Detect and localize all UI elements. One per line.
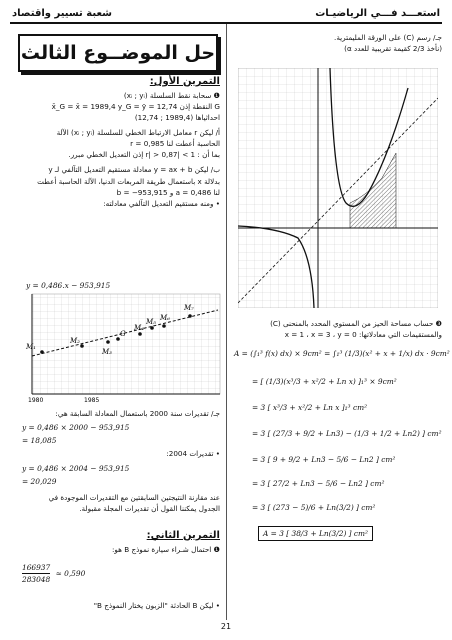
predictions-2004 [10, 448, 220, 459]
q2d-eq2: = 18,085 [22, 436, 57, 445]
calc-7: = 3 [ (273 − 5)/6 + Ln(3/2) ] cm² [252, 503, 376, 512]
exercise2-title: التمرين الثاني: [146, 530, 220, 541]
label-m5: M₅ [146, 318, 156, 326]
predictions-section [10, 408, 220, 419]
result-box: A = 3 [ 38/3 + Ln(3/2) ] cm² [258, 526, 373, 541]
q2d-eq1: y = 0,486 × 2000 − 953,915 [22, 423, 130, 432]
label-m7: M₇ [184, 304, 194, 312]
column-divider [226, 24, 227, 620]
q2b-line2: بدلالة x باستعمال طريقة المربعات الدنيا، الآلة الحاسبة أعطت [37, 176, 220, 186]
header-left: شعبة تسيير واقتصاد [12, 8, 112, 19]
curve-graph [238, 68, 438, 308]
q1-line1: ❶ سحابة نقط السلسلة (xᵢ ; yᵢ) [123, 90, 220, 100]
point-m7 [188, 314, 192, 318]
ex2-frac-num: 166937 [22, 563, 51, 572]
header-right: استعـــد فـــي الرياضيـات [315, 8, 440, 19]
page-number: 21 [220, 622, 232, 631]
label-g: G [120, 330, 126, 338]
ex2-q1: ❶ احتمال شـراء سيارة نموذج B هو: [112, 544, 220, 554]
q2a-line1: أ/ ليكن r معامل الارتباط الخطي للسلسلة (xᵢ ; yᵢ) الآلة [56, 127, 220, 137]
calc-4: = 3 [ (27/3 + 9/2 + Ln3) − (1/3 + 1/2 + Ln2) ] cm² [252, 429, 442, 438]
label-m6: M₆ [160, 314, 170, 322]
calc-3: = 3 [ x³/3 + x²/2 + Ln x ]₁³ cm² [252, 403, 368, 412]
x-tick-1980: 1980 [28, 397, 44, 402]
label-m2: M₂ [70, 337, 80, 345]
q2c-line: • ومنه مستقيم التعديل التآلفي معادلته: [103, 198, 220, 208]
ex2-fraction [22, 562, 85, 585]
q3-line2: والمستقيمات التي معادلاتها: x = 1 ، x = 3 ، y = 0 [284, 330, 442, 340]
q2b-line3: لنا a = 0,486 و b = −953,915 [116, 187, 220, 197]
label-m1: M₁ [26, 343, 36, 351]
point-m3 [106, 340, 110, 344]
result [258, 526, 373, 541]
regression-graph [12, 290, 222, 402]
q2f-line2: الجدول يمكننا القول أن تقديرات المجلة مقبولة. [79, 504, 220, 514]
right-intro [232, 32, 442, 54]
qc-line1: جـ/ رسم (C) على الورقة المليمترية. [334, 33, 442, 42]
q2e-title: • تقديرات 2004: [166, 449, 220, 458]
point-m6 [162, 324, 166, 328]
area-question [232, 318, 442, 340]
point-m5 [150, 326, 154, 330]
ex2-frac-val: ≈ 0,590 [55, 569, 86, 579]
ex2-frac-den: 283048 [22, 575, 51, 585]
label-m3: M₃ [102, 348, 112, 356]
q2e-eq2: = 20,029 [22, 477, 57, 486]
q2a-line3: بما أن : 1 > |r| > 0,87 إذن التعديل الخطي مبرر. [68, 150, 220, 160]
q2e-eq1: y = 0,486 × 2004 − 953,915 [22, 464, 130, 473]
exercise1-section [10, 74, 220, 209]
graph-equation: y = 0,486.x − 953,915 [26, 281, 111, 290]
point-m2 [80, 344, 84, 348]
point-m4 [138, 332, 142, 336]
ex2-q2-section [10, 600, 220, 611]
exercise1-title: التمرين الأول: [149, 76, 220, 87]
q2b-line1: ب/ ليكن y = ax + b معادلة مستقيم التعديل التآلفي لـ y [48, 165, 220, 175]
ex2-q2: • ليكن B الحادثة "الزبون يختار النموذج B" [93, 601, 220, 610]
page-title [18, 34, 218, 72]
point-m1 [40, 350, 44, 354]
x-tick-1985: 1985 [84, 397, 100, 402]
qc-line2: (نأخذ 2/3 كقيمة تقريبية للعدد α) [344, 44, 442, 54]
calc-1: A = (∫₁³ f(x) dx) × 9cm² = ∫₁³ (1/3)(x² + x + 1/x) dx · 9cm² [234, 349, 450, 358]
q2a-line2: الحاسبة أعطت لنا r = 0,985 [130, 139, 220, 149]
q2d-line: جـ/ تقديرات سنة 2000 باستعمال المعادلة السابقة هي: [55, 409, 220, 418]
q1-line2: G النقطة إذن x̄_G = x̄ = 1989,4 y_G = ȳ = 12,74 [51, 101, 220, 111]
page-title-text: حل الموضــوع الثالث [20, 42, 216, 64]
calc-5: = 3 [ 9 + 9/2 + Ln3 − 5/6 − Ln2 ] cm² [252, 455, 396, 464]
q3-line1: ❸ حساب مساحة الحيز من المستوي المحدد بالمنحنى (C) [270, 319, 442, 328]
calc-6: = 3 [ 27/2 + Ln3 − 5/6 − Ln2 ] cm² [252, 479, 385, 488]
label-m4: M₄ [134, 324, 144, 332]
q2f-line1: عند مقارنة النتيجتين السابقتين مع التقديرات الموجودة في [48, 493, 220, 502]
calc-2: = [ (1/3)(x³/3 + x²/2 + Ln x) ]₁³ × 9cm² [252, 377, 397, 386]
q1-line3: احداثياها (1989,4 ; 12,74) [134, 112, 220, 122]
exercise2-section [10, 528, 220, 555]
comparison-section [10, 492, 220, 514]
